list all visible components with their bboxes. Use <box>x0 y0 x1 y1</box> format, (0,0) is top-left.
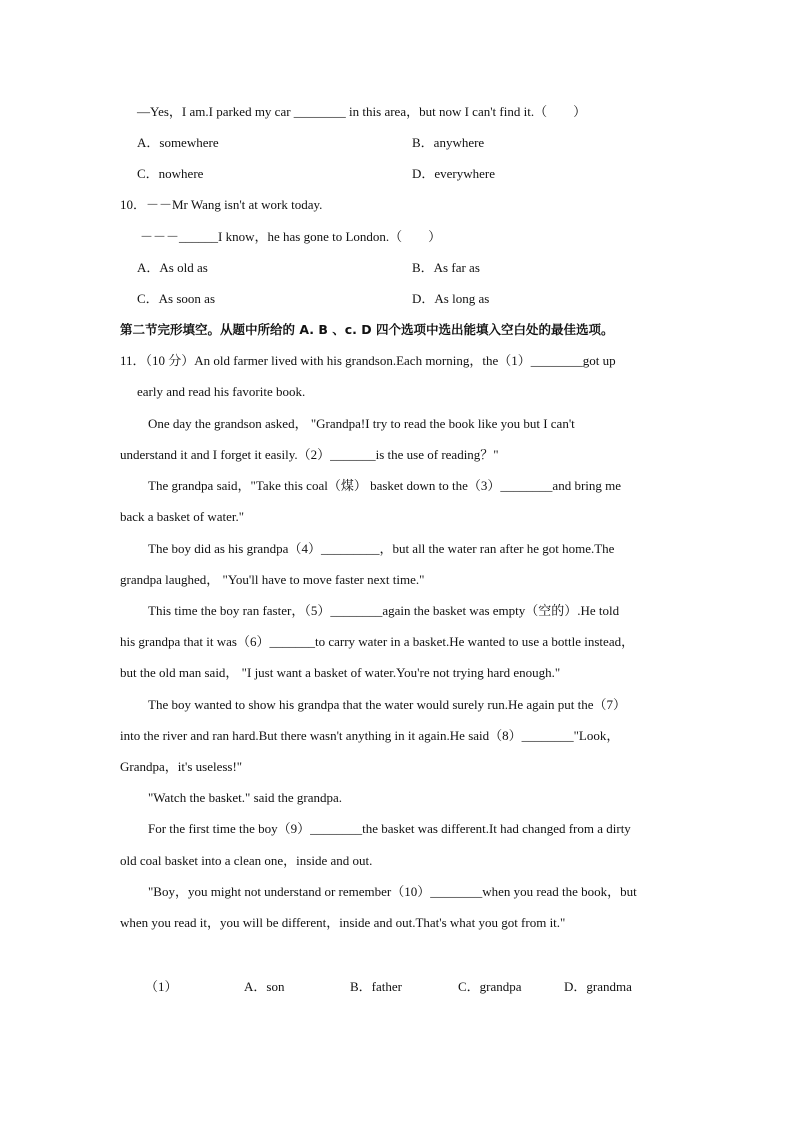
answer1-option-b: B．father <box>350 979 402 994</box>
q9-stem: —Yes，I am.I parked my car ________ in this area，but now I can't find it.（ ） <box>137 104 587 119</box>
p3-line1: The boy did as his grandpa（4）_________，but all the water ran after he got home.The <box>148 541 615 556</box>
p3-line2: grandpa laughed， "You'll have to move faster next time." <box>120 572 425 587</box>
p5-line1: The boy wanted to show his grandpa that the water would surely run.He again put the（7） <box>148 697 626 712</box>
q10-line2: －－－______I know，he has gone to London.（ ） <box>140 229 442 244</box>
q10-option-b: B．As far as <box>412 260 480 275</box>
p4-line1: This time the boy ran faster，（5）________again the basket was empty（空的）.He told <box>148 603 620 618</box>
p4-line2: his grandpa that it was（6）_______to carry water in a basket.He wanted to use a bottle instead， <box>120 634 635 649</box>
p7-line2: old coal basket into a clean one，inside and out. <box>120 853 373 868</box>
p5-line2: into the river and ran hard.But there wasn't anything in it again.He said（8）________"Look， <box>120 728 620 743</box>
q10-option-d: D．As long as <box>412 291 490 306</box>
p7-line1: For the first time the boy（9）________the basket was different.It had changed from a dirty <box>148 821 631 836</box>
q11-line2: early and read his favorite book. <box>137 384 306 399</box>
p1-line2: understand it and I forget it easily.（2）_______is the use of reading？" <box>120 447 499 462</box>
p1-line1: One day the grandson asked， "Grandpa!I try to read the book like you but I can't <box>148 416 575 431</box>
answer1-option-d: D．grandma <box>564 979 632 994</box>
q9-option-b: B．anywhere <box>412 135 485 150</box>
p8-line2: when you read it，you will be different，inside and out.That's what you got from it." <box>120 915 566 930</box>
p8-line1: "Boy，you might not understand or remember（10）________when you read the book，but <box>148 884 637 899</box>
answer1-option-c: C．grandpa <box>458 979 522 994</box>
q10-option-a: A．As old as <box>137 260 208 275</box>
q9-option-d: D．everywhere <box>412 166 496 181</box>
p2-line1: The grandpa said，"Take this coal（煤） basket down to the（3）________and bring me <box>148 478 622 493</box>
q11-line1-text: 11．（10 分）An old farmer lived with his grandson.Each morning，the（1）________got up <box>120 353 616 368</box>
q10-line1: 10．－－Mr Wang isn't at work today. <box>120 197 323 212</box>
answer1-option-a: A．son <box>244 979 285 994</box>
p6-line1: "Watch the basket." said the grandpa. <box>148 790 343 805</box>
q9-option-a: A．somewhere <box>137 135 219 150</box>
q11-line1 <box>120 353 674 369</box>
answer1-number: （1） <box>145 979 178 994</box>
section-heading: 第二节完形填空。从题中所给的 A. B 、c. D 四个选项中选出能填入空白处的最佳选项。 <box>120 322 614 337</box>
q9-option-c: C．nowhere <box>137 166 204 181</box>
p5-line3: Grandpa，it's useless!" <box>120 759 243 774</box>
q10-option-c: C．As soon as <box>137 291 216 306</box>
p2-line2: back a basket of water." <box>120 509 245 524</box>
p4-line3: but the old man said， "I just want a basket of water.You're not trying hard enough." <box>120 665 561 680</box>
